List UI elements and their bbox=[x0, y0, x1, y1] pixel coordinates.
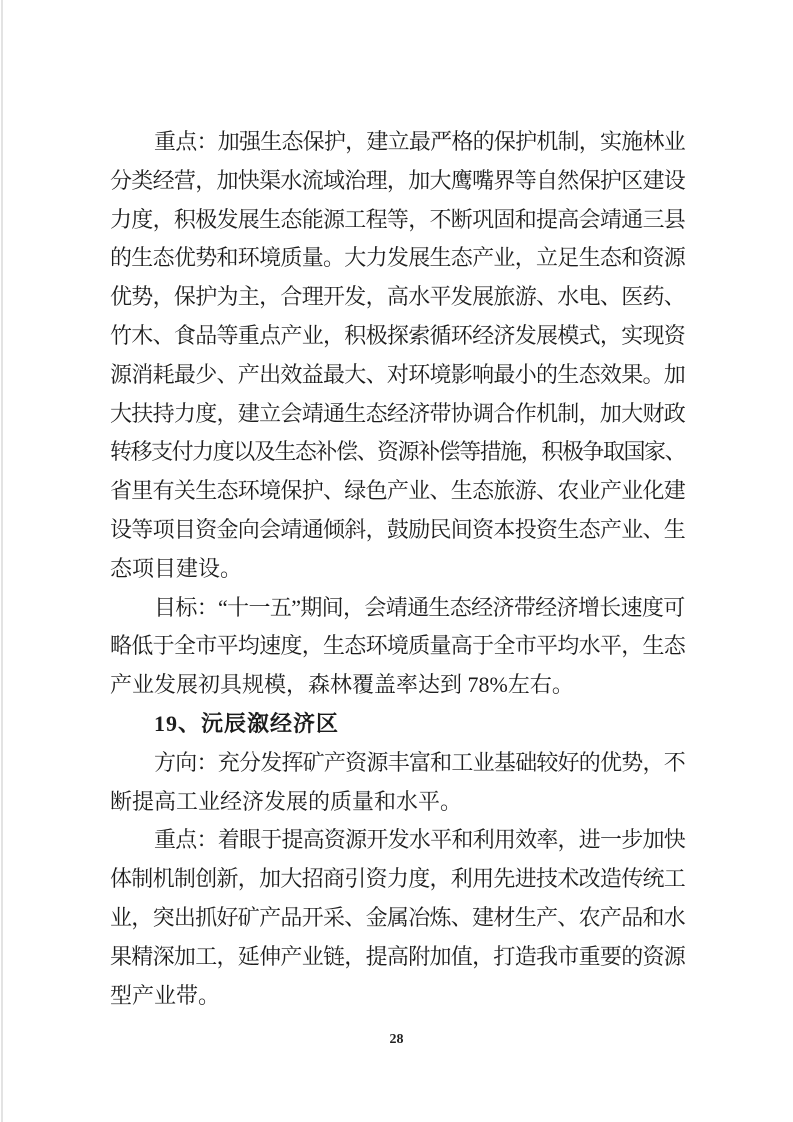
text-line: 19、沅辰溆经济区 bbox=[154, 710, 340, 736]
text-line: 体制机制创新，加大招商引资力度，利用先进技术改造传统工 bbox=[110, 866, 686, 892]
text-line: 竹木、食品等重点产业，积极探索循环经济发展模式，实现资 bbox=[110, 322, 686, 348]
text-line: 的生态优势和环境质量。大力发展生态产业，立足生态和资源 bbox=[110, 245, 686, 271]
paragraph bbox=[110, 744, 685, 822]
text-line: 型产业带。 bbox=[110, 982, 221, 1008]
text-line: 力度，积极发展生态能源工程等，不断巩固和提高会靖通三县 bbox=[110, 206, 686, 232]
paragraph bbox=[110, 821, 685, 1015]
text-line: 重点：加强生态保护，建立最严格的保护机制，实施林业 bbox=[154, 129, 686, 154]
text-line: 省里有关生态环境保护、绿色产业、生态旅游、农业产业化建 bbox=[110, 478, 686, 504]
text-line: 果精深加工，延伸产业链，提高附加值，打造我市重要的资源 bbox=[110, 943, 686, 969]
text-line: 源消耗最少、产出效益最大、对环境影响最小的生态效果。加 bbox=[110, 361, 686, 387]
text-line: 分类经营，加快渠水流域治理，加大鹰嘴界等自然保护区建设 bbox=[110, 167, 686, 193]
text-line: 优势，保护为主，合理开发，高水平发展旅游、水电、医药、 bbox=[110, 284, 686, 310]
text-line: 态项目建设。 bbox=[110, 555, 243, 581]
text-line: 产业发展初具规模，森林覆盖率达到 78%左右。 bbox=[110, 672, 574, 698]
document-body bbox=[110, 123, 685, 1015]
section-heading bbox=[110, 705, 685, 744]
text-line: 大扶持力度，建立会靖通生态经济带协调合作机制，加大财政 bbox=[110, 400, 686, 426]
text-line: 略低于全市平均速度，生态环境质量高于全市平均水平，生态 bbox=[110, 633, 686, 659]
text-line: 方向：充分发挥矿产资源丰富和工业基础较好的优势，不 bbox=[154, 749, 686, 775]
scan-edge-line bbox=[1, 0, 3, 1122]
paragraph bbox=[110, 589, 685, 705]
paragraph bbox=[110, 123, 685, 589]
text-line: 断提高工业经济发展的质量和水平。 bbox=[110, 788, 463, 814]
text-line: 业，突出抓好矿产品开采、金属冶炼、建材生产、农产品和水 bbox=[110, 904, 686, 930]
text-line: 转移支付力度以及生态补偿、资源补偿等措施，积极争取国家、 bbox=[110, 439, 686, 465]
text-line: 目标：“十一五”期间，会靖通生态经济带经济增长速度可 bbox=[154, 594, 685, 620]
text-line: 设等项目资金向会靖通倾斜，鼓励民间资本投资生态产业、生 bbox=[110, 516, 686, 542]
page-number: 28 bbox=[389, 1032, 404, 1047]
text-line: 重点：着眼于提高资源开发水平和利用效率，进一步加快 bbox=[154, 827, 686, 853]
